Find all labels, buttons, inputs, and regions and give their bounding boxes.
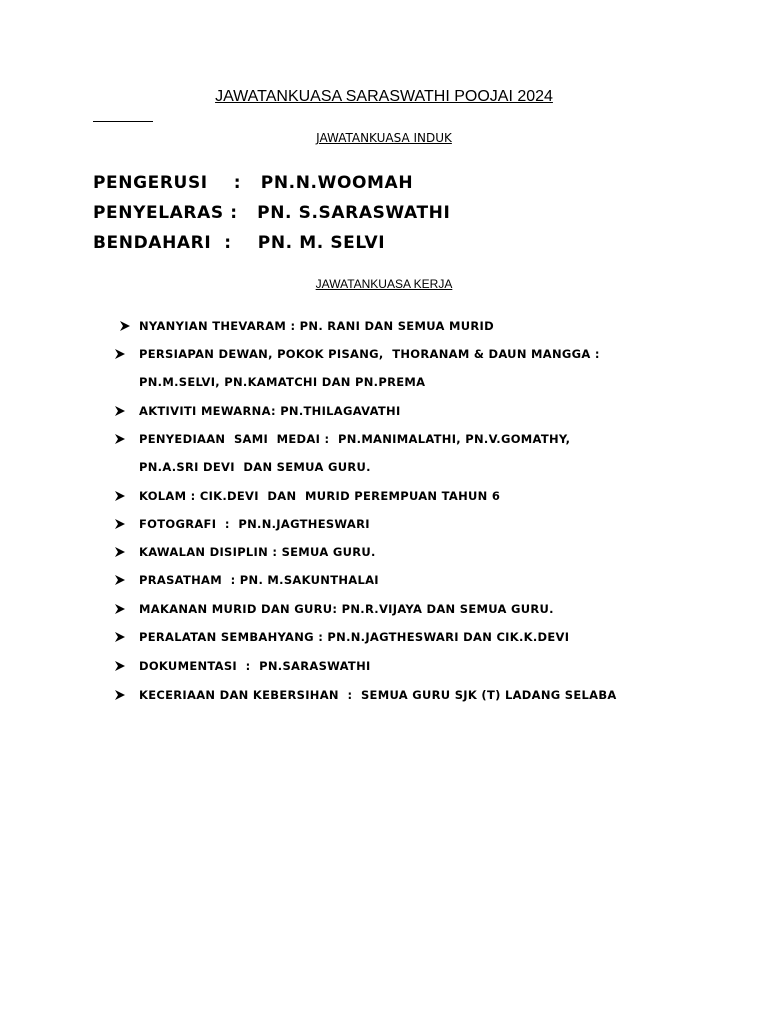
list-item: PENYEDIAAN SAMI MEDAI : PN.MANIMALATHI, PN.V.GOMATHY, — [139, 432, 571, 446]
arrowhead-bullet-icon — [115, 632, 125, 642]
list-item: KECERIAAN DAN KEBERSIHAN : SEMUA GURU SJK (T) LADANG SELABA — [139, 688, 617, 702]
document-title: JAWATANKUASA SARASWATHI POOJAI 2024 — [215, 88, 553, 105]
list-item: FOTOGRAFI : PN.N.JAGTHESWARI — [139, 517, 370, 531]
list-item-continuation: PN.M.SELVI, PN.KAMATCHI DAN PN.PREMA — [139, 375, 426, 389]
list-item: PERALATAN SEMBAHYANG : PN.N.JAGTHESWARI DAN CIK.K.DEVI — [139, 630, 570, 644]
list-item: DOKUMENTASI : PN.SARASWATHI — [139, 659, 371, 673]
list-item: NYANYIAN THEVARAM : PN. RANI DAN SEMUA MURID — [139, 319, 494, 333]
list-item: KAWALAN DISIPLIN : SEMUA GURU. — [139, 545, 376, 559]
list-item: KOLAM : CIK.DEVI DAN MURID PEREMPUAN TAHUN 6 — [139, 489, 501, 503]
arrowhead-bullet-icon — [115, 661, 125, 671]
horizontal-rule — [93, 121, 153, 122]
arrowhead-bullet-icon — [115, 547, 125, 557]
list-item: AKTIVITI MEWARNA: PN.THILAGAVATHI — [139, 404, 401, 418]
list-item: MAKANAN MURID DAN GURU: PN.R.VIJAYA DAN SEMUA GURU. — [139, 602, 554, 616]
arrowhead-bullet-icon — [115, 434, 125, 444]
list-item: PRASATHAM : PN. M.SAKUNTHALAI — [139, 573, 379, 587]
arrowhead-bullet-icon — [115, 406, 125, 416]
arrowhead-bullet-icon — [120, 321, 130, 331]
arrowhead-bullet-icon — [115, 491, 125, 501]
list-item-continuation: PN.A.SRI DEVI DAN SEMUA GURU. — [139, 460, 371, 474]
arrowhead-bullet-icon — [115, 349, 125, 359]
officer-bendahari: BENDAHARI : PN. M. SELVI — [93, 233, 386, 253]
officer-pengerusi: PENGERUSI : PN.N.WOOMAH — [93, 173, 414, 193]
arrowhead-bullet-icon — [115, 690, 125, 700]
arrowhead-bullet-icon — [115, 519, 125, 529]
arrowhead-bullet-icon — [115, 604, 125, 614]
arrowhead-bullet-icon — [115, 575, 125, 585]
list-item: PERSIAPAN DEWAN, POKOK PISANG, THORANAM & DAUN MANGGA : — [139, 347, 600, 361]
induk-heading: JAWATANKUASA INDUK — [316, 131, 452, 145]
officer-penyelaras: PENYELARAS : PN. S.SARASWATHI — [93, 203, 451, 223]
kerja-heading: JAWATANKUASA KERJA — [315, 277, 453, 291]
